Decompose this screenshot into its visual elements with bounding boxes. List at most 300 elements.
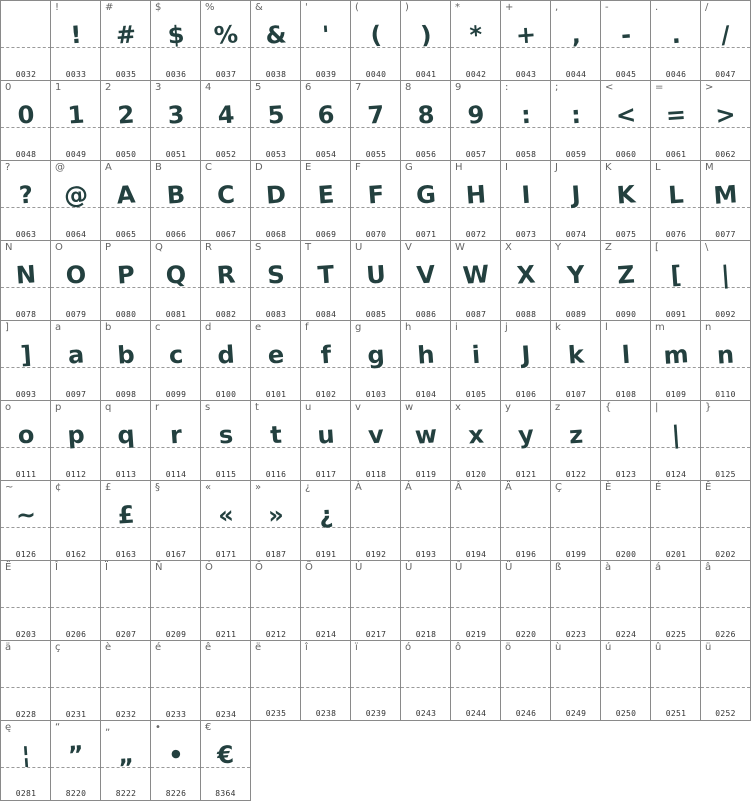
glyph-cell [200, 160, 251, 241]
glyph-cell [300, 560, 351, 641]
glyph-cell [300, 320, 351, 401]
glyph-cell [0, 480, 51, 561]
glyph-cell [250, 80, 301, 161]
glyph-sample: 3 [166, 100, 186, 130]
glyph-char-label: q [105, 402, 112, 413]
glyph-sample: 6 [316, 100, 336, 130]
baseline-divider [51, 527, 101, 528]
glyph-code: 0100 [215, 390, 237, 399]
glyph-sample: ¦ [20, 740, 32, 770]
glyph-cell [200, 320, 251, 401]
glyph-sample: „ [117, 740, 135, 770]
glyph-cell [400, 160, 451, 241]
glyph-cell [200, 80, 251, 161]
glyph-char-label: 2 [105, 82, 112, 93]
glyph-code: 8364 [215, 789, 236, 798]
glyph-char-label: ï [355, 642, 358, 653]
glyph-char-label: : [505, 82, 509, 93]
glyph-sample: K [615, 180, 637, 210]
baseline-divider [701, 607, 750, 608]
glyph-char-label: 8 [405, 82, 412, 93]
glyph-code: 0063 [15, 230, 37, 239]
glyph-sample: y [517, 420, 535, 450]
glyph-cell [50, 240, 101, 321]
baseline-divider [1, 687, 51, 688]
baseline-divider [51, 687, 101, 688]
glyph-sample: @ [63, 180, 89, 210]
glyph-sample: W [461, 260, 491, 290]
glyph-char-label: ! [55, 2, 60, 13]
glyph-code: 0075 [615, 230, 637, 239]
glyph-sample: q [116, 420, 136, 450]
glyph-code: 0068 [265, 230, 287, 239]
glyph-code: 0085 [365, 310, 387, 319]
glyph-code: 0046 [665, 70, 687, 79]
glyph-char-label: Z [605, 242, 612, 253]
glyph-sample [651, 497, 701, 500]
glyph-cell [250, 0, 301, 81]
glyph-cell [50, 320, 101, 401]
glyph-code: 0055 [365, 150, 387, 159]
glyph-sample [701, 577, 750, 580]
glyph-cell [100, 160, 151, 241]
baseline-divider [651, 607, 701, 608]
glyph-cell [450, 80, 501, 161]
glyph-code: 0038 [265, 70, 287, 79]
glyph-char-label: P [105, 242, 112, 253]
glyph-code: 0243 [415, 709, 437, 718]
glyph-code: 0163 [115, 550, 137, 559]
glyph-char-label: ê [205, 642, 212, 653]
glyph-char-label: u [305, 402, 312, 413]
glyph-code: 0162 [65, 550, 87, 559]
glyph-cell [50, 720, 101, 801]
glyph-cell [500, 560, 551, 641]
glyph-sample [101, 577, 151, 580]
glyph-cell [50, 560, 101, 641]
glyph-cell [350, 0, 401, 81]
glyph-code: 0214 [315, 630, 337, 639]
glyph-cell [100, 80, 151, 161]
glyph-code: 0202 [715, 550, 736, 559]
glyph-cell [250, 160, 301, 241]
baseline-divider [151, 607, 201, 608]
glyph-char-label: Ü [505, 562, 513, 573]
glyph-cell [150, 80, 201, 161]
glyph-code: 0211 [215, 630, 237, 639]
glyph-cell [700, 400, 751, 481]
glyph-cell [600, 320, 651, 401]
glyph-sample: o [16, 420, 36, 450]
glyph-sample: w [413, 420, 439, 450]
glyph-code: 0251 [665, 709, 687, 718]
glyph-cell [700, 80, 751, 161]
baseline-divider [251, 607, 301, 608]
glyph-cell [500, 240, 551, 321]
glyph-char-label: + [505, 2, 514, 13]
glyph-char-label: Ê [705, 482, 712, 493]
glyph-cell [200, 0, 251, 81]
glyph-char-label: ; [555, 82, 559, 93]
glyph-code: 0069 [315, 230, 337, 239]
glyph-code: 0086 [415, 310, 437, 319]
glyph-cell [300, 480, 351, 561]
glyph-code: 0119 [415, 470, 437, 479]
glyph-char-label: 0 [5, 82, 12, 93]
glyph-char-label: ¢ [55, 482, 62, 493]
glyph-cell [200, 720, 251, 801]
glyph-code: 0123 [615, 470, 637, 479]
glyph-code: 0125 [715, 470, 736, 479]
glyph-cell [500, 640, 551, 721]
glyph-code: 0112 [65, 470, 87, 479]
glyph-sample: C [216, 180, 236, 210]
glyph-char-label: S [255, 242, 262, 253]
glyph-cell [700, 240, 751, 321]
glyph-code: 0171 [215, 550, 237, 559]
glyph-sample [601, 497, 651, 500]
glyph-cell [550, 400, 601, 481]
glyph-sample: T [316, 260, 336, 290]
glyph-code: 0109 [665, 390, 687, 399]
glyph-char-label: Û [455, 562, 463, 573]
glyph-code: 0053 [265, 150, 287, 159]
glyph-cell [650, 640, 701, 721]
glyph-cell [150, 720, 201, 801]
glyph-cell [400, 80, 451, 161]
glyph-cell [600, 480, 651, 561]
glyph-code: 0056 [415, 150, 437, 159]
glyph-code: 0036 [165, 70, 187, 79]
glyph-char-label: E [305, 162, 312, 173]
glyph-char-label: w [405, 402, 414, 413]
baseline-divider [601, 447, 651, 448]
glyph-code: 0218 [415, 630, 437, 639]
glyph-cell [650, 0, 701, 81]
glyph-char-label: ô [455, 642, 462, 653]
glyph-sample: 5 [266, 100, 286, 130]
glyph-cell [0, 640, 51, 721]
glyph-cell [0, 160, 51, 241]
glyph-char-label: € [205, 722, 212, 733]
glyph-cell [300, 80, 351, 161]
glyph-sample [51, 577, 101, 580]
glyph-cell [350, 400, 401, 481]
glyph-sample: S [266, 260, 286, 290]
glyph-sample: g [366, 340, 386, 370]
glyph-code: 0121 [515, 470, 537, 479]
glyph-code: 0059 [565, 150, 587, 159]
glyph-cell [100, 480, 151, 561]
glyph-cell [300, 400, 351, 481]
glyph-cell [0, 0, 51, 81]
glyph-cell [700, 0, 751, 81]
glyph-sample [101, 657, 151, 660]
glyph-sample: M [712, 180, 739, 210]
glyph-char-label: = [655, 82, 664, 93]
glyph-sample: / [720, 20, 731, 50]
glyph-cell [450, 160, 501, 241]
glyph-code: 0194 [465, 550, 487, 559]
glyph-cell [600, 160, 651, 241]
glyph-char-label: £ [105, 482, 112, 493]
glyph-code: 0209 [165, 630, 187, 639]
glyph-code: 0079 [65, 310, 87, 319]
glyph-cell [700, 640, 751, 721]
glyph-char-label: < [605, 82, 614, 93]
glyph-sample [551, 657, 601, 660]
glyph-code: 0281 [15, 789, 37, 798]
glyph-char-label: Ó [205, 562, 213, 573]
glyph-code: 0078 [15, 310, 37, 319]
glyph-cell [550, 640, 601, 721]
baseline-divider [101, 687, 151, 688]
glyph-sample: 9 [466, 100, 486, 130]
glyph-char-label: Q [155, 242, 163, 253]
glyph-sample [501, 497, 551, 500]
glyph-char-label: l [605, 322, 608, 333]
glyph-char-label: ] [5, 322, 9, 333]
glyph-char-label: F [355, 162, 361, 173]
glyph-char-label: O [55, 242, 63, 253]
glyph-code: 0091 [665, 310, 687, 319]
baseline-divider [401, 687, 451, 688]
glyph-sample [601, 417, 651, 420]
glyph-char-label: Á [405, 482, 412, 493]
glyph-char-label: Ù [355, 562, 363, 573]
baseline-divider [401, 527, 451, 528]
glyph-sample: • [167, 740, 185, 770]
glyph-code: 0099 [165, 390, 187, 399]
glyph-cell [50, 640, 101, 721]
glyph-char-label: 5 [255, 82, 262, 93]
glyph-sample: x [467, 420, 485, 450]
glyph-sample [401, 577, 451, 580]
glyph-sample [1, 17, 51, 20]
glyph-code: 0114 [165, 470, 187, 479]
glyph-char-label: D [255, 162, 263, 173]
glyph-cell [0, 720, 51, 801]
glyph-char-label: H [455, 162, 463, 173]
glyph-char-label: Ä [505, 482, 512, 493]
glyph-sample: V [415, 260, 437, 290]
glyph-code: 0049 [65, 150, 87, 159]
glyph-char-label: > [705, 82, 714, 93]
glyph-code: 0212 [265, 630, 287, 639]
glyph-char-label: » [255, 482, 262, 493]
glyph-sample: e [266, 340, 286, 370]
glyph-char-label: 3 [155, 82, 162, 93]
glyph-sample: h [416, 340, 436, 370]
glyph-cell [350, 480, 401, 561]
glyph-char-label: K [605, 162, 612, 173]
glyph-sample: ¿ [318, 500, 334, 530]
glyph-char-label: \ [705, 242, 709, 253]
glyph-sample: Z [616, 260, 636, 290]
baseline-divider [501, 527, 551, 528]
glyph-sample: u [316, 420, 336, 450]
glyph-char-label: ( [355, 2, 359, 13]
baseline-divider [701, 447, 750, 448]
glyph-code: 0115 [215, 470, 237, 479]
glyph-char-label: è [105, 642, 112, 653]
glyph-cell [350, 240, 401, 321]
glyph-char-label: $ [155, 2, 162, 13]
glyph-sample: s [217, 420, 235, 450]
glyph-char-label: 6 [305, 82, 312, 93]
glyph-char-label: Ç [555, 482, 562, 493]
glyph-code: 0052 [215, 150, 237, 159]
glyph-sample [251, 657, 301, 660]
glyph-char-label: v [355, 402, 361, 413]
glyph-sample: 8 [416, 100, 436, 130]
glyph-cell [500, 0, 551, 81]
glyph-code: 0047 [715, 70, 736, 79]
glyph-cell [550, 480, 601, 561]
glyph-cell [550, 240, 601, 321]
glyph-code: 0193 [415, 550, 437, 559]
glyph-char-label: „ [105, 722, 111, 733]
glyph-char-label: W [455, 242, 465, 253]
glyph-sample: z [568, 420, 584, 450]
glyph-code: 0228 [15, 710, 37, 719]
glyph-char-label: s [205, 402, 211, 413]
glyph-code: 0122 [565, 470, 587, 479]
baseline-divider [551, 607, 601, 608]
glyph-char-label: Î [55, 562, 58, 573]
glyph-code: 0105 [465, 390, 487, 399]
glyph-char-label: { [605, 402, 612, 413]
glyph-sample: | [670, 420, 682, 450]
glyph-char-label: î [305, 642, 308, 653]
glyph-char-label: / [705, 2, 709, 13]
glyph-code: 0207 [115, 630, 137, 639]
glyph-code: 0066 [165, 230, 187, 239]
glyph-code: 0093 [15, 390, 37, 399]
glyph-sample: ' [321, 20, 331, 50]
glyph-sample: A [115, 180, 137, 210]
glyph-char-label: ß [555, 562, 562, 573]
glyph-code: 0234 [215, 710, 237, 719]
glyph-char-label: [ [655, 242, 659, 253]
glyph-code: 0203 [15, 630, 37, 639]
glyph-cell [500, 320, 551, 401]
glyph-cell [650, 160, 701, 241]
glyph-cell [700, 160, 751, 241]
glyph-code: 0110 [715, 390, 736, 399]
glyph-cell [500, 160, 551, 241]
glyph-cell [350, 640, 401, 721]
baseline-divider [101, 607, 151, 608]
glyph-code: 0225 [665, 630, 687, 639]
glyph-char-label: ç [55, 642, 61, 653]
glyph-cell [700, 480, 751, 561]
glyph-cell [400, 560, 451, 641]
glyph-code: 0040 [365, 70, 387, 79]
glyph-sample [551, 497, 601, 500]
glyph-sample: 7 [366, 100, 386, 130]
glyph-char-label: Ï [105, 562, 108, 573]
glyph-code: 0097 [65, 390, 87, 399]
glyph-sample: 4 [216, 100, 236, 130]
glyph-cell [700, 560, 751, 641]
glyph-sample: ) [419, 20, 433, 50]
glyph-sample: k [567, 340, 585, 370]
glyph-char-label: 7 [355, 82, 362, 93]
glyph-sample [451, 497, 501, 500]
glyph-cell [100, 640, 151, 721]
glyph-char-label: ú [605, 642, 612, 653]
glyph-char-label: z [555, 402, 561, 413]
glyph-sample [501, 577, 551, 580]
glyph-code: 0062 [715, 150, 736, 159]
glyph-cell [0, 240, 51, 321]
glyph-char-label: C [205, 162, 212, 173]
glyph-sample [351, 577, 401, 580]
glyph-sample: ! [69, 20, 83, 50]
glyph-code: 8220 [65, 789, 87, 798]
glyph-code: 0167 [165, 550, 187, 559]
glyph-cell [550, 560, 601, 641]
glyph-code: 0073 [515, 230, 537, 239]
glyph-code: 0106 [515, 390, 537, 399]
glyph-sample [51, 657, 101, 660]
glyph-sample: Q [164, 260, 188, 290]
glyph-code: 0057 [465, 150, 487, 159]
glyph-char-label: . [655, 2, 659, 13]
glyph-code: 0032 [15, 70, 37, 79]
glyph-char-label: G [405, 162, 413, 173]
glyph-char-label: d [205, 322, 212, 333]
glyph-sample: > [714, 100, 737, 130]
glyph-code: 0070 [365, 230, 387, 239]
glyph-cell [450, 560, 501, 641]
glyph-char-label: V [405, 242, 412, 253]
glyph-char-label: y [505, 402, 511, 413]
glyph-sample: : [570, 100, 582, 130]
glyph-char-label: ę [5, 722, 12, 733]
glyph-sample: P [116, 260, 136, 290]
glyph-sample [301, 657, 351, 660]
glyph-code: 0249 [565, 709, 587, 718]
glyph-char-label: I [505, 162, 508, 173]
glyph-code: 0087 [465, 310, 487, 319]
glyph-code: 0220 [515, 630, 537, 639]
glyph-char-label: ö [505, 642, 512, 653]
glyph-cell [200, 560, 251, 641]
baseline-divider [251, 687, 301, 688]
glyph-sample [201, 577, 251, 580]
glyph-sample: ” [67, 740, 85, 770]
glyph-code: 0061 [665, 150, 687, 159]
glyph-sample [251, 577, 301, 580]
glyph-char-label: p [55, 402, 62, 413]
glyph-code: 0102 [315, 390, 337, 399]
glyph-sample: < [614, 100, 637, 130]
glyph-char-label: - [605, 2, 609, 13]
glyph-sample: L [667, 180, 685, 210]
glyph-char-label: e [255, 322, 262, 333]
glyph-sample: H [465, 180, 487, 210]
glyph-char-label: T [305, 242, 312, 253]
glyph-cell [0, 320, 51, 401]
glyph-code: 0089 [565, 310, 587, 319]
glyph-code: 0199 [565, 550, 587, 559]
glyph-cell [350, 80, 401, 161]
glyph-code: 0226 [715, 630, 736, 639]
glyph-cell [0, 560, 51, 641]
baseline-divider [151, 527, 201, 528]
